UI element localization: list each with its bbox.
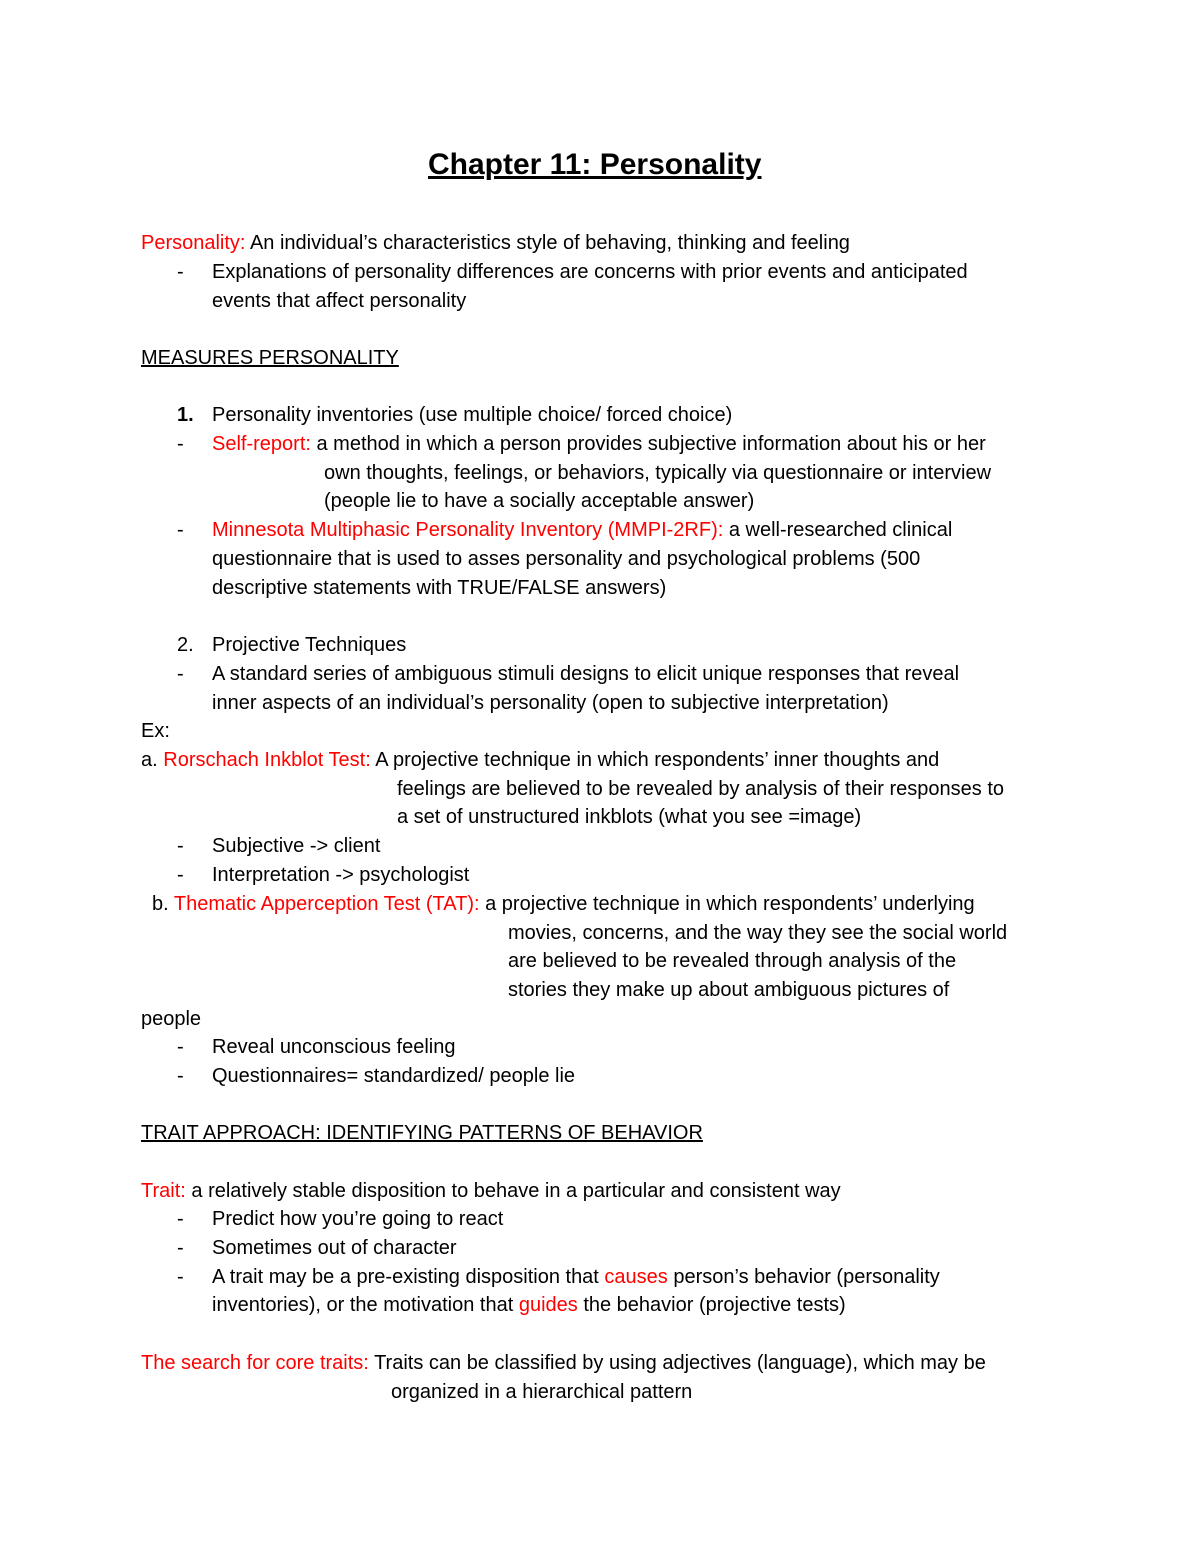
item1-text: Personality inventories (use multiple choice/ forced choice) — [212, 404, 733, 426]
term-rorschach: Rorschach Inkblot Test: — [163, 749, 371, 771]
tat-line4: stories they make up about ambiguous pictures of — [508, 979, 950, 1001]
tat-sub1: Reveal unconscious feeling — [212, 1036, 456, 1058]
bullet-dash: - — [177, 663, 184, 685]
personality-bullet-line2: events that affect personality — [212, 290, 467, 312]
tat-line2: movies, concerns, and the way they see the social world — [508, 922, 1008, 944]
example-letter-b: b. — [152, 893, 174, 915]
trait-definition — [141, 1179, 841, 1203]
tat-line3: are believed to be revealed through analysis of the — [508, 950, 957, 972]
mmpi-line1 — [212, 518, 952, 542]
tat-def: a projective technique in which respondents’ underlying — [479, 893, 975, 915]
term-mmpi: Minnesota Multiphasic Personality Inventory (MMPI-2RF): — [212, 519, 724, 541]
personality-bullet-line1: Explanations of personality differences are concerns with prior events and anticipated — [212, 261, 968, 283]
bullet-dash: - — [177, 864, 184, 886]
term-self-report: Self-report: — [212, 433, 311, 455]
personality-definition — [141, 231, 850, 255]
trait-bullet3-text-c: inventories), or the motivation that — [212, 1294, 519, 1316]
core-traits-def: Traits can be classified by using adjectives (language), which may be — [368, 1352, 986, 1374]
rorschach-line1 — [141, 748, 939, 772]
example-letter-a: a. — [141, 749, 164, 771]
term-tat: Thematic Apperception Test (TAT): — [173, 893, 480, 915]
self-report-def: a method in which a person provides subjective information about his or her — [310, 433, 986, 455]
self-report-line1 — [212, 432, 986, 456]
personality-def-text: An individual’s characteristics style of behaving, thinking and feeling — [245, 232, 850, 254]
item2-text: Projective Techniques — [212, 634, 407, 656]
rorschach-line3: a set of unstructured inkblots (what you see =image) — [397, 806, 862, 828]
trait-bullet3-line2 — [212, 1293, 846, 1317]
projective-bullet-line1: A standard series of ambiguous stimuli designs to elicit unique responses that reveal — [212, 663, 960, 685]
core-traits-line1 — [141, 1351, 986, 1375]
core-traits-line2: organized in a hierarchical pattern — [391, 1381, 693, 1403]
term-personality: Personality: — [141, 232, 246, 254]
rorschach-sub1: Subjective -> client — [212, 835, 381, 857]
bullet-dash: - — [177, 433, 184, 455]
bullet-dash: - — [177, 1208, 184, 1230]
term-guides: guides — [518, 1294, 578, 1316]
term-core-traits: The search for core traits: — [141, 1352, 369, 1374]
self-report-line2: own thoughts, feelings, or behaviors, typically via questionnaire or interview — [324, 462, 992, 484]
rorschach-def: A projective technique in which respondents’ inner thoughts and — [370, 749, 940, 771]
tat-line5: people — [141, 1008, 202, 1030]
trait-bullet3-line1 — [212, 1265, 940, 1289]
self-report-line3: (people lie to have a socially acceptable answer) — [324, 490, 755, 512]
list-number-1: 1. — [177, 404, 194, 426]
list-number-2: 2. — [177, 634, 194, 656]
bullet-dash: - — [177, 1237, 184, 1259]
trait-bullet3-text-a: A trait may be a pre-existing disposition that — [212, 1266, 605, 1288]
rorschach-line2: feelings are believed to be revealed by analysis of their responses to — [397, 778, 1005, 800]
mmpi-def: a well-researched clinical — [723, 519, 953, 541]
term-trait: Trait: — [141, 1180, 186, 1202]
section-heading-measures: MEASURES PERSONALITY — [141, 347, 399, 369]
bullet-dash: - — [177, 835, 184, 857]
example-label: Ex: — [141, 720, 170, 742]
page-title: Chapter 11: Personality — [428, 148, 762, 181]
mmpi-line3: descriptive statements with TRUE/FALSE answers) — [212, 577, 667, 599]
tat-sub2: Questionnaires= standardized/ people lie — [212, 1065, 576, 1087]
trait-bullet3-text-b: person’s behavior (personality — [667, 1266, 940, 1288]
tat-line1 — [152, 892, 975, 916]
rorschach-sub2: Interpretation -> psychologist — [212, 864, 470, 886]
term-causes: causes — [604, 1266, 668, 1288]
projective-bullet-line2: inner aspects of an individual’s personality (open to subjective interpretation) — [212, 692, 889, 714]
trait-bullet1: Predict how you’re going to react — [212, 1208, 504, 1230]
bullet-dash: - — [177, 1065, 184, 1087]
bullet-dash: - — [177, 1036, 184, 1058]
trait-bullet3-text-d: the behavior (projective tests) — [577, 1294, 846, 1316]
mmpi-line2: questionnaire that is used to asses personality and psychological problems (500 — [212, 548, 921, 570]
bullet-dash: - — [177, 519, 184, 541]
trait-def-text: a relatively stable disposition to behave in a particular and consistent way — [185, 1180, 841, 1202]
bullet-dash: - — [177, 261, 184, 283]
bullet-dash: - — [177, 1266, 184, 1288]
trait-bullet2: Sometimes out of character — [212, 1237, 457, 1259]
section-heading-trait-approach: TRAIT APPROACH: IDENTIFYING PATTERNS OF BEHAVIOR — [141, 1122, 703, 1144]
